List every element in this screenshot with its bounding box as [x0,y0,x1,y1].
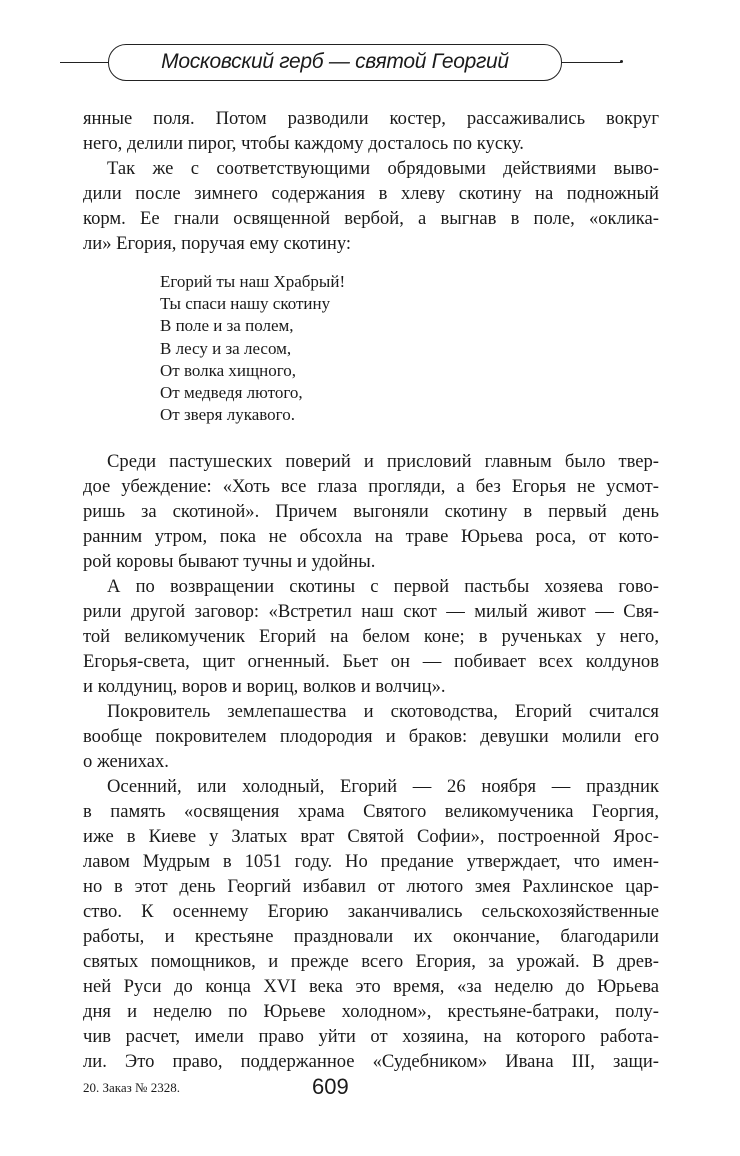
text-line: лавом Мудрым в 1051 году. Но предание утверждает, что имен- [83,851,659,872]
text-line: дое убеждение: «Хоть все глаза прогляди, а без Егорья не усмот- [83,476,659,497]
text-line: ней Руси до конца XVI века это время, «за неделю до Юрьева [83,976,659,997]
text-line: ли» Егория, поручая ему скотину: [83,233,352,254]
text-line: янные поля. Потом разводили костер, рассаживались вокруг [83,108,659,129]
text-line: чив расчет, имели право уйти от хозяина, на которого работа- [83,1026,659,1047]
text-line: ришь за скотиной». Причем выгоняли скотину в первый день [83,501,659,522]
text-block-top [83,106,659,256]
text-line: и колдуниц, воров и вориц, волков и волчиц». [83,676,446,697]
poem-line: От зверя лукавого. [160,405,295,425]
poem-line: От медведя лютого, [160,382,303,402]
poem-line: Ты спаси нашу скотину [160,294,331,314]
text-line: работы, и крестьяне праздновали их окончание, благодарили [83,926,659,947]
text-line: А по возвращении скотины с первой пастьбы хозяева гово- [107,576,659,597]
text-line: в память «освящения храма Святого великомученика Георгия, [83,801,659,822]
poem-line: От волка хищного, [160,360,297,380]
text-line: дня и неделю по Юрьеве холодном», крестьяне-батраки, полу- [83,1001,659,1022]
text-line: рили другой заговор: «Встретил наш скот — милый живот — Свя- [83,601,659,622]
text-line: него, делили пирог, чтобы каждому досталось по куску. [83,133,524,154]
header-rule-end-dot [620,60,623,63]
text-line: святых помощников, и прежде всего Егория, за урожай. В древ- [83,951,659,972]
text-line: но в этот день Георгий избавил от лютого змея Рахлинское цар- [83,876,659,897]
poem-line: В лесу и за лесом, [160,338,292,358]
printer-signature: 20. Заказ № 2328. [83,1080,180,1095]
text-line: Покровитель землепашества и скотоводства, Егорий считался [107,701,659,722]
poem-line: В поле и за полем, [160,316,294,336]
header-rule-left [60,62,109,63]
text-line: иже в Киеве у Златых врат Святой Софии», построенной Ярос- [83,826,659,847]
text-line: той великомученик Егорий на белом коне; в рученьках у него, [83,626,659,647]
poem-line: Егорий ты наш Храбрый! [160,272,346,291]
text-line: вообще покровителем плодородия и браков: девушки молили его [83,726,659,747]
text-line: Егорья-света, щит огненный. Бьет он — побивает всех колдунов [83,651,659,672]
running-header: Московский герб — святой Георгий [108,44,562,81]
poem-verse [160,271,345,426]
text-line: о женихах. [83,751,169,772]
text-line: Среди пастушеских поверий и присловий главным было твер- [107,451,659,472]
text-line: рой коровы бывают тучны и удойны. [83,551,376,572]
text-line: корм. Ее гнали освященной вербой, а выгнав в поле, «оклика- [83,208,659,229]
text-line: ство. К осеннему Егорию заканчивались сельскохозяйственные [83,901,659,922]
text-line: Осенний, или холодный, Егорий — 26 ноября — праздник [107,776,659,797]
text-block-main [83,449,659,1074]
text-line: Так же с соответствующими обрядовыми действиями выво- [107,158,659,179]
text-line: ранним утром, пока не обсохла на траве Юрьева роса, от кото- [83,526,659,547]
page-number: 609 [312,1074,349,1099]
header-rule-right [561,62,621,63]
text-line: дили после зимнего содержания в хлеву скотину на подножный [83,183,659,204]
text-line: ли. Это право, поддержанное «Судебником» Ивана III, защи- [83,1051,659,1072]
